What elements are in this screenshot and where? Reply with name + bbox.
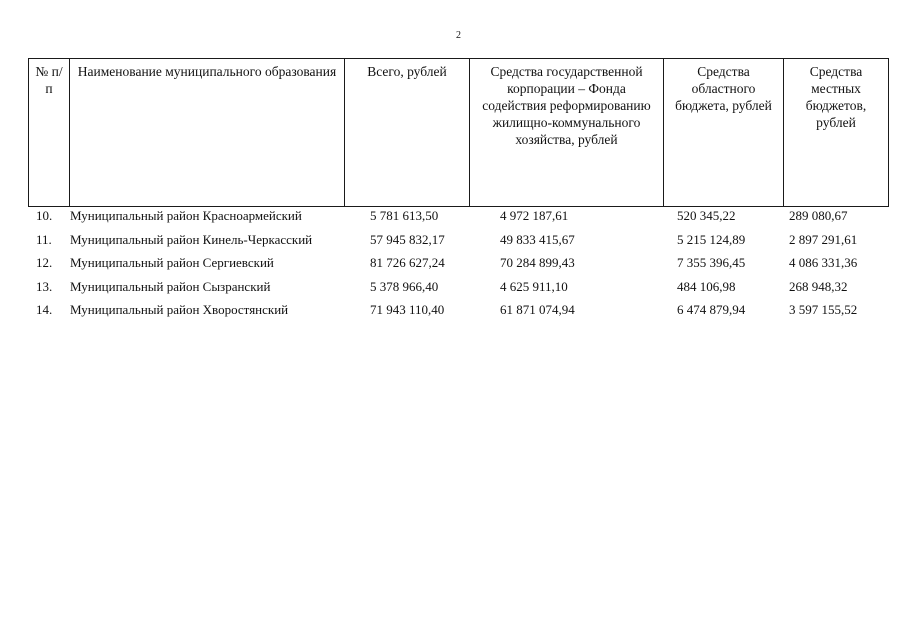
row-name: Муниципальный район Сызранский bbox=[70, 278, 271, 294]
row-fund: 61 871 074,94 bbox=[500, 302, 575, 317]
page-number: 2 bbox=[456, 30, 461, 41]
row-total: 81 726 627,24 bbox=[370, 255, 445, 270]
row-fund: 49 833 415,67 bbox=[500, 231, 575, 247]
header-name: Наименование муниципального образования bbox=[70, 59, 345, 207]
row-local: 4 086 331,36 bbox=[789, 255, 858, 270]
row-local: 289 080,67 bbox=[789, 208, 848, 223]
row-number: 11. bbox=[36, 231, 52, 247]
header-local: Средства местных бюджетов, рублей bbox=[784, 59, 889, 207]
row-regional: 484 106,98 bbox=[677, 278, 736, 294]
row-regional: 520 345,22 bbox=[677, 208, 736, 223]
table-body bbox=[28, 208, 888, 326]
row-number: 13. bbox=[36, 278, 53, 294]
header-regional: Средства областного бюджета, рублей bbox=[664, 59, 784, 207]
row-total: 57 945 832,17 bbox=[370, 231, 445, 247]
row-name: Муниципальный район Хворостянский bbox=[70, 302, 289, 317]
row-number: 10. bbox=[36, 208, 53, 223]
row-total: 71 943 110,40 bbox=[370, 302, 445, 317]
table-row bbox=[28, 255, 888, 279]
row-name: Муниципальный район Кинель-Черкасский bbox=[70, 231, 313, 247]
row-local: 2 897 291,61 bbox=[789, 231, 858, 247]
row-total: 5 781 613,50 bbox=[370, 208, 439, 223]
header-total: Всего, рублей bbox=[345, 59, 470, 207]
row-number: 14. bbox=[36, 302, 53, 317]
row-regional: 5 215 124,89 bbox=[677, 231, 746, 247]
table-row bbox=[28, 232, 888, 256]
row-name: Муниципальный район Красноармейский bbox=[70, 208, 302, 223]
row-fund: 4 625 911,10 bbox=[500, 278, 568, 294]
table-row bbox=[28, 302, 888, 326]
row-regional: 6 474 879,94 bbox=[677, 302, 746, 317]
row-fund: 70 284 899,43 bbox=[500, 255, 575, 270]
table-row bbox=[28, 279, 888, 303]
row-number: 12. bbox=[36, 255, 53, 270]
row-total: 5 378 966,40 bbox=[370, 278, 439, 294]
row-local: 268 948,32 bbox=[789, 278, 848, 294]
table-header bbox=[28, 58, 889, 207]
row-regional: 7 355 396,45 bbox=[677, 255, 746, 270]
header-fund: Средства государственной корпорации – Фонда содействия реформированию жилищно-коммунального хозяйства, рублей bbox=[470, 59, 664, 207]
row-local: 3 597 155,52 bbox=[789, 302, 858, 317]
row-fund: 4 972 187,61 bbox=[500, 208, 569, 223]
table-row bbox=[28, 208, 888, 232]
row-name: Муниципальный район Сергиевский bbox=[70, 255, 274, 270]
header-num: № п/п bbox=[29, 59, 70, 207]
